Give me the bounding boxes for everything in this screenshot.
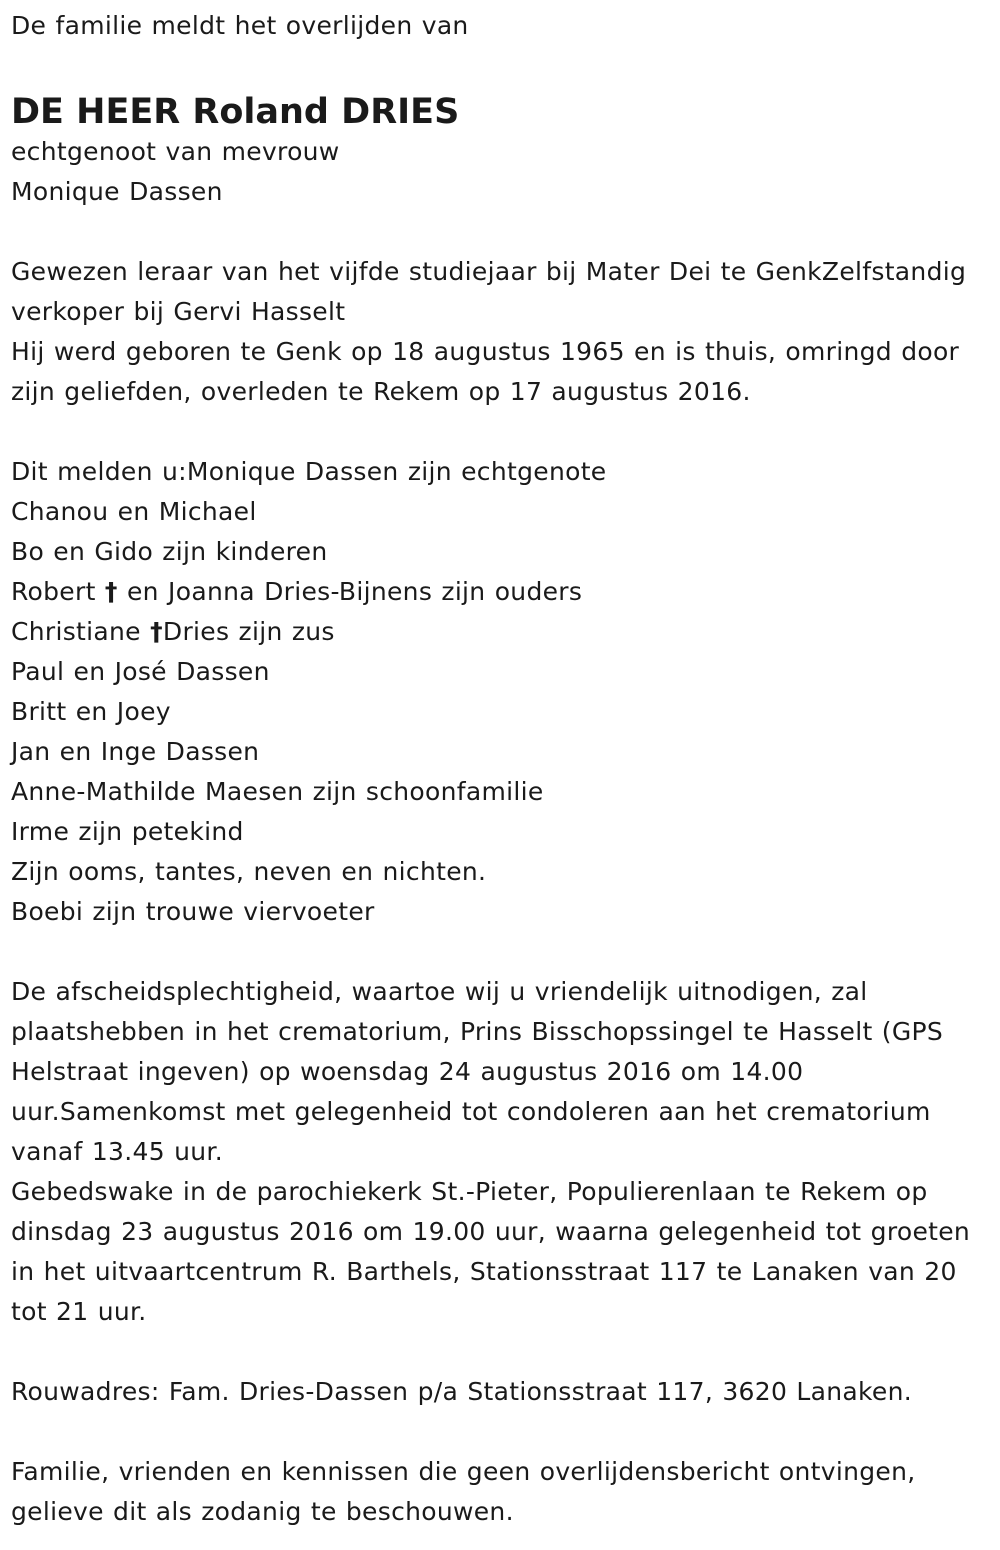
spouse-line: echtgenoot van mevrouw (11, 137, 340, 166)
spacer (11, 412, 990, 452)
ceremony-block (11, 972, 990, 1332)
family-line: Britt en Joey (11, 697, 171, 726)
spacer (11, 932, 990, 972)
deceased-name: DE HEER Roland DRIES (11, 92, 460, 132)
family-block (11, 452, 990, 932)
intro-text: De familie meldt het overlijden van (11, 11, 469, 40)
bio-line: Gewezen leraar van het vijfde studiejaar bij Mater Dei te GenkZelfstandig (11, 257, 967, 286)
cross-icon: † (104, 577, 118, 606)
cross-icon: † (150, 617, 163, 646)
ceremony-line: uur.Samenkomst met gelegenheid tot condoleren aan het crematorium (11, 1097, 931, 1126)
family-parent-rest: en Joanna Dries-Bijnens zijn ouders (117, 577, 583, 606)
spacer (11, 1332, 990, 1372)
spacer (11, 1412, 990, 1452)
mourning-address: Rouwadres: Fam. Dries-Dassen p/a Stationsstraat 117, 3620 Lanaken. (11, 1377, 912, 1406)
ceremony-line: De afscheidsplechtigheid, waartoe wij u vriendelijk uitnodigen, zal (11, 977, 868, 1006)
family-line: Irme zijn petekind (11, 817, 244, 846)
ceremony-line: Gebedswake in de parochiekerk St.-Pieter, Populierenlaan te Rekem op (11, 1177, 928, 1206)
bio-line: zijn geliefden, overleden te Rekem op 17 augustus 2016. (11, 377, 751, 406)
spacer (11, 212, 990, 252)
spouse-line: Monique Dassen (11, 177, 223, 206)
ceremony-line: in het uitvaartcentrum R. Barthels, Stationsstraat 117 te Lanaken van 20 (11, 1257, 957, 1286)
ceremony-line: dinsdag 23 augustus 2016 om 19.00 uur, waarna gelegenheid tot groeten (11, 1217, 971, 1246)
family-line: Zijn ooms, tantes, neven en nichten. (11, 857, 487, 886)
closing-line: Familie, vrienden en kennissen die geen overlijdensbericht ontvingen, (11, 1457, 916, 1486)
family-line-parents (11, 572, 990, 612)
closing-line: gelieve dit als zodanig te beschouwen. (11, 1497, 514, 1526)
family-line: Jan en Inge Dassen (11, 737, 260, 766)
family-line: Chanou en Michael (11, 497, 257, 526)
bio-line: Hij werd geboren te Genk op 18 augustus 1965 en is thuis, omringd door (11, 337, 960, 366)
family-parent-name: Robert (11, 577, 105, 606)
family-line-sister (11, 612, 990, 652)
family-sister-name: Christiane (11, 617, 151, 646)
family-line: Paul en José Dassen (11, 657, 270, 686)
family-line: Boebi zijn trouwe viervoeter (11, 897, 375, 926)
family-line: Dit melden u:Monique Dassen zijn echtgenote (11, 457, 607, 486)
family-sister-rest: Dries zijn zus (162, 617, 335, 646)
ceremony-line: tot 21 uur. (11, 1297, 147, 1326)
closing-block (11, 1452, 990, 1532)
bio-block (11, 252, 990, 412)
ceremony-line: plaatshebben in het crematorium, Prins Bisschopssingel te Hasselt (GPS (11, 1017, 944, 1046)
family-line: Anne-Mathilde Maesen zijn schoonfamilie (11, 777, 544, 806)
ceremony-line: vanaf 13.45 uur. (11, 1137, 223, 1166)
family-line: Bo en Gido zijn kinderen (11, 537, 328, 566)
spouse-block (11, 132, 990, 212)
ceremony-line: Helstraat ingeven) op woensdag 24 augustus 2016 om 14.00 (11, 1057, 804, 1086)
bio-line: verkoper bij Gervi Hasselt (11, 297, 346, 326)
